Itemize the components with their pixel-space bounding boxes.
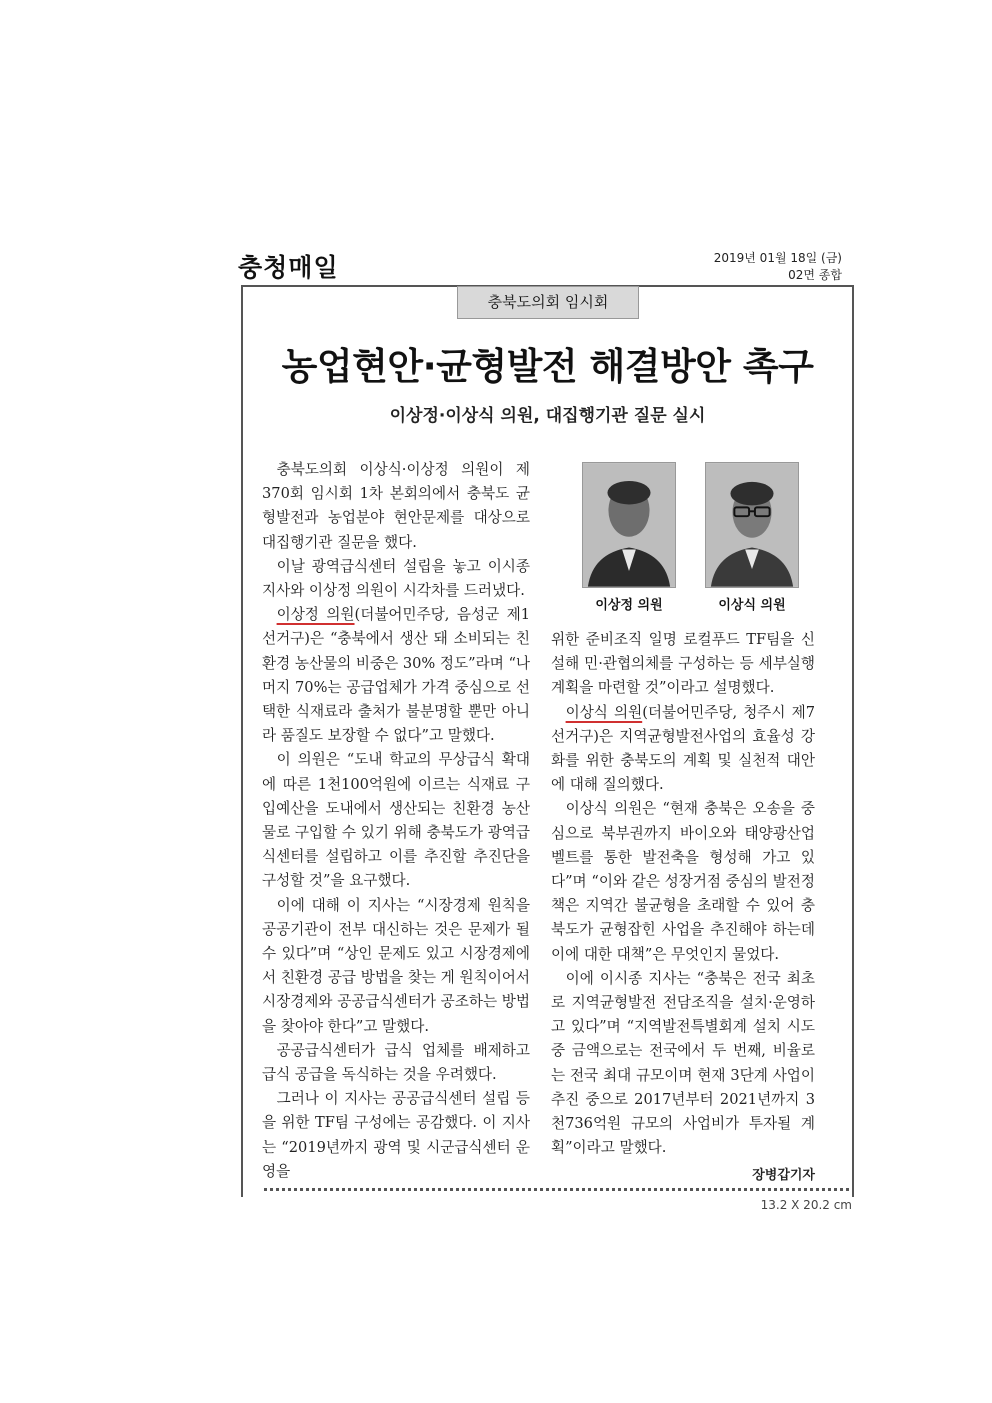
article-paragraph: 이날 광역급식센터 설립을 놓고 이시종 지사와 이상정 의원이 시각차를 드러냈다. <box>262 557 530 600</box>
article-column-right <box>551 628 815 1189</box>
dotted-divider <box>264 1188 849 1191</box>
article-paragraph <box>262 603 530 748</box>
photo-caption: 이상정 의원 <box>595 598 663 613</box>
article-paragraph: 위한 준비조직 일명 로컬푸드 TF팀을 신설해 민·관협의체를 구성하는 등 세부실행계획을 마련할 것”이라고 설명했다. <box>551 631 815 697</box>
portrait-icon <box>583 463 675 587</box>
article-headline: 농업현안·균형발전 해결방안 촉구 <box>281 345 814 388</box>
paragraph-text: (더불어민주당, 청주시 제7선거구)은 지역균형발전사업의 효율성 강화를 위한 충북도의 계획 및 실천적 대안에 대해 질의했다. <box>551 703 815 794</box>
article-paragraph <box>551 701 815 798</box>
article-paragraph: 충북도의회 이상식·이상정 의원이 제370회 임시회 1차 본회의에서 충북도 균형발전과 농업분야 현안문제를 대상으로 대집행기관 질문을 했다. <box>262 461 530 551</box>
newspaper-masthead: 충청매일 <box>238 253 339 282</box>
underlined-member-name: 이상식 의원 <box>565 703 643 721</box>
portrait-photo-lee-sangsik <box>705 462 799 588</box>
clipping-size-note: 13.2 X 20.2 cm <box>760 1198 852 1212</box>
article-column-left <box>262 458 530 1184</box>
publication-date: 2019년 01월 18일 (금) <box>713 251 842 265</box>
paragraph-text: (더불어민주당, 음성군 제1선거구)은 “충북에서 생산 돼 소비되는 친환경 농산물의 비중은 30% 정도”라며 “나머지 70%는 공급업체가 가격 중심으로 선택한 식재료라 출처가 불분명할 뿐만 아니라 품질도 보장할 수 없다”고 말했다. <box>262 606 530 745</box>
article-paragraph: 이에 대해 이 지사는 “시장경제 원칙을 공공기관이 전부 대신하는 것은 문제가 될 수 있다”며 “상인 문제도 있고 시장경제에서 친환경 공급 방법을 찾는 게 원칙이어서 시장경제와 공공급식센터가 공조하는 방법을 찾아야 한다”고 말했다. <box>262 896 530 1035</box>
page-section: 02면 종합 <box>788 268 842 282</box>
article-paragraph: 이상식 의원은 “현재 충북은 오송을 중심으로 북부권까지 바이오와 태양광산업 벨트를 통한 발전축을 형성해 가고 있다”며 “이와 같은 성장거점 중심의 발전정책은 지역간 불균형을 초래할 수 있어 충북도가 균형잡힌 사업을 추진해야 하는데 이에 대한 대책”은 무엇인지 물었다. <box>551 800 815 963</box>
portrait-photo-lee-sangjeong <box>582 462 676 588</box>
underlined-member-name: 이상정 의원 <box>276 606 355 624</box>
section-tag: 충북도의회 임시회 <box>457 286 639 319</box>
article-subhead: 이상정·이상식 의원, 대집행기관 질문 실시 <box>389 406 706 426</box>
article-paragraph: 그러나 이 지사는 공공급식센터 설립 등을 위한 TF팀 구성에는 공감했다. 이 지사는 “2019년까지 광역 및 시군급식센터 운영을 <box>262 1090 530 1180</box>
article-paragraph: 이에 이시종 지사는 “충북은 전국 최초로 지역균형발전 전담조직을 설치·운영하고 있다”며 “지역발전특별회계 설치 시도 중 금액으로는 전국에서 두 번째, 비율로는 전국 최대 규모이며 현재 3단계 사업이 추진 중으로 2017년부터 2021년까지 3천736억원 규모의 사업비가 투자될 계획”이라고 말했다. <box>551 969 815 1157</box>
dateline <box>714 250 842 284</box>
photo-caption: 이상식 의원 <box>718 598 786 613</box>
portrait-icon <box>706 463 798 587</box>
reporter-byline: 장병갑기자 <box>752 1168 815 1184</box>
article-paragraph: 공공급식센터가 급식 업체를 배제하고 급식 공급을 독식하는 것을 우려했다. <box>262 1041 530 1084</box>
article-paragraph: 이 의원은 “도내 학교의 무상급식 확대에 따른 1천100억원에 이르는 식재료 구입예산을 도내에서 생산되는 친환경 농산물로 구입할 수 있기 위해 충북도가 광역급식센터를 설립하고 이를 추진할 추진단을 구성할 것”을 요구했다. <box>262 751 530 890</box>
